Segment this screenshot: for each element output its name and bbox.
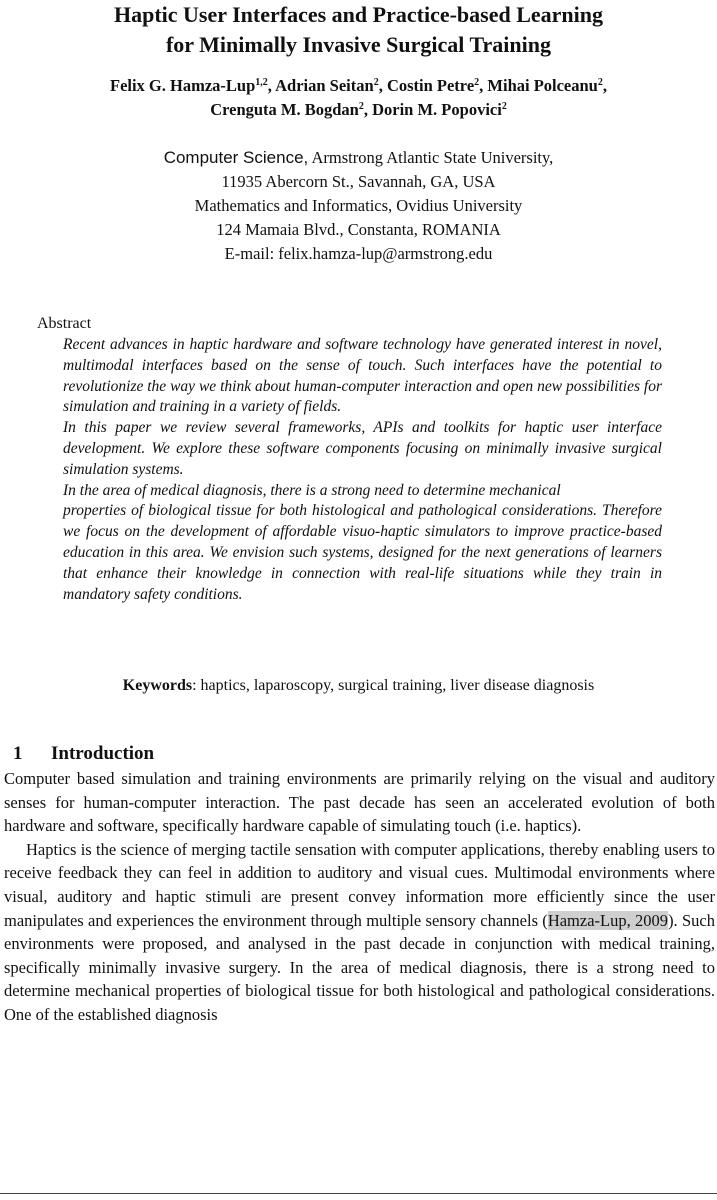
section-number: 1 (13, 743, 23, 764)
author-name: Costin Petre (386, 76, 475, 95)
author-line-2: Crenguta M. Bogdan$^2$, Dorin M. Popovici$^2$ (210, 100, 507, 119)
author-name: Dorin M. Popovici (372, 100, 502, 119)
email-line: E-mail: felix.hamza-lup@armstrong.edu (224, 244, 493, 263)
title-line-1: Haptic User Interfaces and Practice-based Learning (113, 2, 604, 27)
affiliation-line: 11935 Abercorn St., Savannah, GA, USA (221, 172, 496, 191)
body-paragraph: Haptics is the science of merging tactile sensation with computer applications, thereby enabling users to receive feedback they can feel in addition to auditory and visual cues. Multimodal environments where visual, auditory and haptic stimuli are present convey information more efficiently since the user manipulates and experiences the environment through multiple sensory channels (Hamza-Lup, 2009). Such environments were proposed, and analysed in the past decade in conjunction with medical training, specifically minimally invasive surgery. In the area of medical diagnosis, there is a strong need to determine mechanical properties of biological tissue for both histological and pathological considerations. One of the established diagnosis (4, 839, 716, 1024)
section-heading (13, 742, 154, 766)
abstract-paragraph: Recent advances in haptic hardware and software technology have generated interest in novel, multimodal interfaces based on the sense of touch. Such interfaces have the potential to revolutionize the way we think about human-computer interaction and open new possibilities for simulation and training in a variety of fields. (63, 336, 662, 416)
body-paragraph: Computer based simulation and training environments are primarily relying on the visual and auditory senses for human-computer interaction. The past decade has seen an accelerated evolution of both hardware and software, specifically hardware capable of simulating touch (i.e. haptics). (4, 769, 715, 836)
author-affiliation: 2 (474, 77, 480, 88)
affiliations (0, 146, 717, 266)
keywords (0, 674, 717, 698)
author-line-1: Felix G. Hamza-Lup$^{1,2}$, Adrian Seitan$^2$, Costin Petre$^2$, Mihai Polceanu$^2$, (109, 76, 607, 95)
affiliation-line: 124 Mamaia Blvd., Constanta, ROMANIA (216, 220, 501, 239)
author-list (0, 74, 717, 122)
author-affiliation: 2 (373, 77, 379, 88)
author-affiliation: 2 (358, 101, 364, 112)
author-affiliation: 2 (501, 101, 507, 112)
author-name: Crenguta M. Bogdan (210, 100, 359, 119)
section-body (4, 767, 715, 1027)
author-name: Mihai Polceanu (487, 76, 598, 95)
abstract-paragraph: In the area of medical diagnosis, there is a strong need to determine mechanical (63, 481, 561, 499)
author-name: Felix G. Hamza-Lup (109, 76, 256, 95)
abstract-paragraph: properties of biological tissue for both histological and pathological considerations. Therefore we focus on the development of affordable visuo-haptic simulators to improve practice-based education in this area. We envision such systems, designed for the next generations of learners that enhance their knowledge in connection with real-life situations while they train in mandatory safety conditions. (63, 502, 662, 603)
author-name: Adrian Seitan (275, 76, 374, 95)
keywords-text: : haptics, laparoscopy, surgical training, liver disease diagnosis (192, 677, 595, 694)
abstract-body (63, 335, 662, 605)
title-line-2: for Minimally Invasive Surgical Training (165, 32, 552, 57)
abstract-paragraph: In this paper we review several frameworks, APIs and toolkits for haptic user interface development. We explore these software components focusing on minimally invasive surgical simulation systems. (63, 419, 662, 478)
page-bottom-rule (0, 1193, 717, 1194)
citation-link[interactable]: Hamza-Lup, 2009 (547, 910, 669, 930)
abstract-heading: Abstract (37, 315, 92, 332)
author-affiliation: 2 (597, 77, 603, 88)
paper-title (0, 0, 717, 60)
author-affiliation: 1,2 (255, 77, 268, 88)
affiliation-line: Computer Science, Armstrong Atlantic State University, (163, 148, 554, 167)
keywords-label: Keywords (122, 677, 193, 694)
affiliation-line: Mathematics and Informatics, Ovidius University (194, 196, 523, 215)
section-title: Introduction (51, 743, 155, 764)
